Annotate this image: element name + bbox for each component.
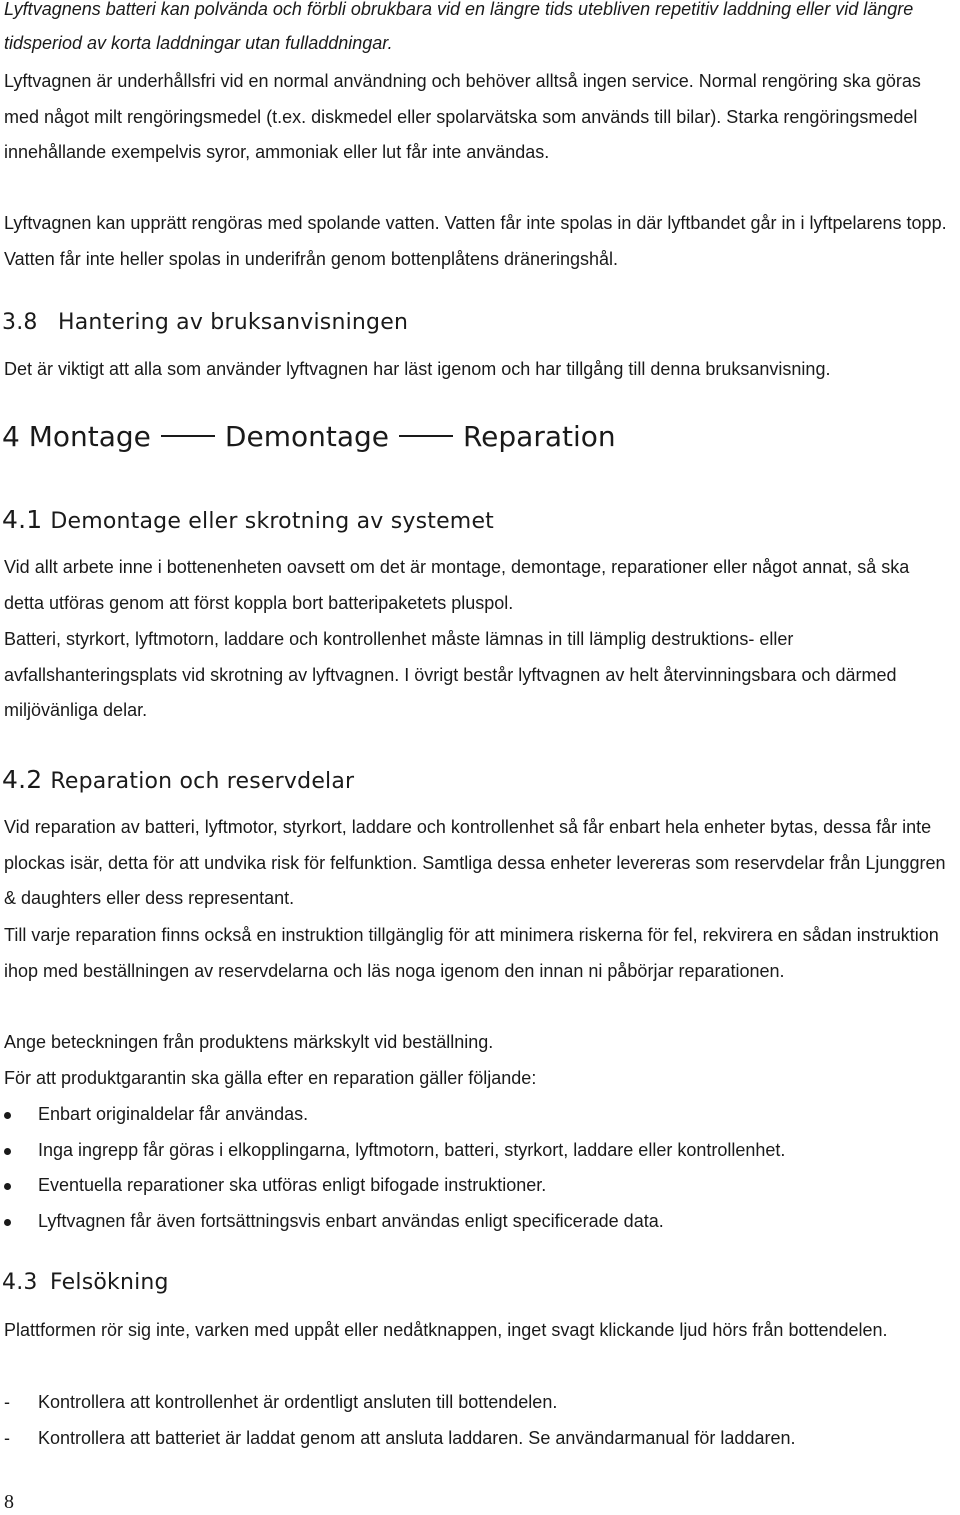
section-number: 4.2 <box>2 765 43 794</box>
page-number: 8 <box>4 1491 14 1513</box>
disposal-paragraph: Batteri, styrkort, lyftmotorn, laddare och kontrollenhet måste lämnas in till lämplig destruktions- eller avfallshanteringsplats vid skrotning av lyftvagnen. I övrigt består lyftvagnen av helt återvinningsbara och därmed miljövänliga delar. <box>4 629 897 720</box>
list-item-text: Enbart originaldelar får användas. <box>38 1104 309 1124</box>
section-number: 4.1 <box>2 505 43 534</box>
list-item <box>0 1204 950 1240</box>
section-4-3-heading <box>2 1270 169 1295</box>
list-item <box>0 1421 950 1457</box>
manual-handling-paragraph: Det är viktigt att alla som använder lyftvagnen har läst igenom och har tillgång till denna bruksanvisning. <box>4 359 831 379</box>
list-item-text: Eventuella reparationer ska utföras enligt bifogade instruktioner. <box>38 1175 547 1195</box>
chapter-4-heading <box>2 420 616 453</box>
chapter-title-part-1: Montage <box>28 420 151 453</box>
bullet-icon <box>4 1183 11 1190</box>
section-number: 3.8 <box>2 310 38 335</box>
list-item <box>0 1168 950 1204</box>
list-item <box>0 1133 950 1169</box>
dash-separator <box>161 435 215 437</box>
list-item <box>0 1097 950 1133</box>
chapter-number: 4 <box>2 420 20 453</box>
section-title: Felsökning <box>50 1270 169 1295</box>
section-4-1-heading <box>2 505 494 534</box>
list-item <box>0 1385 950 1421</box>
dash-marker: - <box>4 1392 10 1412</box>
list-item-text: Kontrollera att kontrollenhet är ordentligt ansluten till bottendelen. <box>38 1392 558 1412</box>
order-designation-paragraph: Ange beteckningen från produktens märkskylt vid beställning. <box>4 1032 494 1052</box>
section-title: Reparation och reservdelar <box>50 769 355 794</box>
chapter-title-part-3: Reparation <box>462 420 616 453</box>
section-4-2-heading <box>2 765 354 794</box>
bullet-icon <box>4 1219 11 1226</box>
list-item-text: Kontrollera att batteriet är laddat genom att ansluta laddaren. Se användarmanual för laddaren. <box>38 1427 796 1448</box>
list-item-text: Inga ingrepp får göras i elkopplingarna, lyftmotorn, batteri, styrkort, laddare eller kontrollenhet. <box>38 1139 786 1160</box>
section-title: Demontage eller skrotning av systemet <box>50 509 494 534</box>
chapter-title-part-2: Demontage <box>224 420 389 453</box>
dash-separator <box>399 435 453 437</box>
maintenance-paragraph: Lyftvagnen är underhållsfri vid en normal användning och behöver alltså ingen service. Normal rengöring ska göras med något milt rengöringsmedel (t.ex. diskmedel eller spolarvätska som används till bilar). Starka rengöringsmedel innehållande exempelvis syror, ammoniak eller lut får inte användas. <box>4 71 921 162</box>
battery-warning-paragraph: Lyftvagnens batteri kan polvända och förbli obrukbara vid en längre tids utebliven repetitiv laddning eller vid längre tidsperiod av korta laddningar utan fulladdningar. <box>4 0 914 53</box>
section-3-8-heading <box>2 310 408 335</box>
list-item-text: Lyftvagnen får även fortsättningsvis enbart användas enligt specificerade data. <box>38 1210 664 1231</box>
dash-marker: - <box>4 1427 10 1448</box>
repair-units-paragraph: Vid reparation av batteri, lyftmotor, styrkort, laddare och kontrollenhet så får enbart hela enheter bytas, dessa får inte plockas isär, detta för att undvika risk för felfunktion. Samtliga dessa enheter levereras som reservdelar från Ljunggren & daughters eller dess representant. <box>4 817 946 908</box>
bullet-icon <box>4 1148 11 1155</box>
section-title: Hantering av bruksanvisningen <box>58 310 409 335</box>
disassembly-paragraph: Vid allt arbete inne i bottenenheten oavsett om det är montage, demontage, reparationer eller något annat, så ska detta utföras genom att först koppla bort batteripaketets pluspol. <box>4 557 910 613</box>
washing-paragraph: Lyftvagnen kan upprätt rengöras med spolande vatten. Vatten får inte spolas in där lyftbandet går in i lyftpelarens topp. Vatten får inte heller spolas in underifrån genom bottenplåtens dräneringshål. <box>4 213 947 269</box>
troubleshooting-symptom-paragraph: Plattformen rör sig inte, varken med uppåt eller nedåtknappen, inget svagt klickande ljud hörs från bottendelen. <box>4 1320 888 1340</box>
troubleshooting-checks-list <box>0 1385 950 1456</box>
warranty-intro-paragraph: För att produktgarantin ska gälla efter en reparation gäller följande: <box>4 1068 537 1088</box>
bullet-icon <box>4 1112 11 1119</box>
repair-instruction-paragraph: Till varje reparation finns också en instruktion tillgänglig för att minimera riskerna för fel, rekvirera en sådan instruktion ihop med beställningen av reservdelarna och läs noga igenom den innan ni påbörjar reparationen. <box>4 925 939 981</box>
warranty-conditions-list <box>0 1097 950 1239</box>
section-number: 4.3 <box>2 1270 38 1295</box>
